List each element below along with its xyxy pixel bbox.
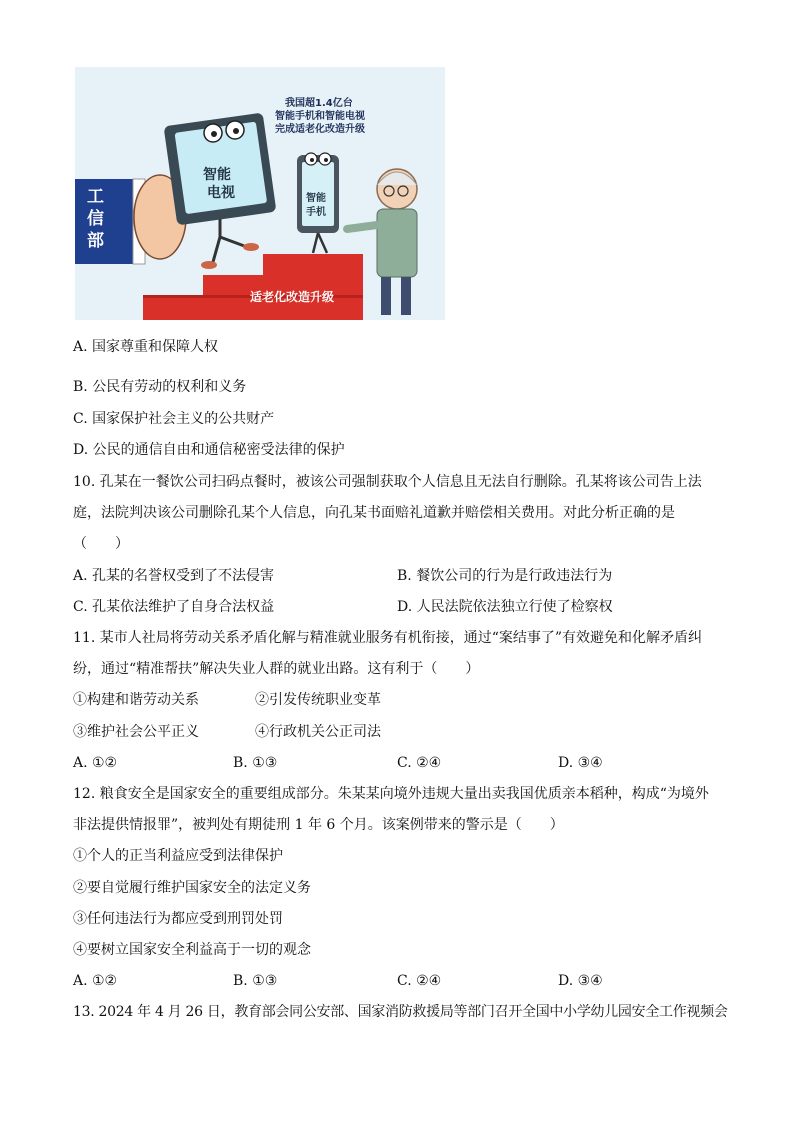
q12-statement-4: ④要树立国家安全利益高于一切的观念: [73, 942, 311, 958]
q12-option-b: B. ①③: [233, 973, 278, 989]
cartoon-caption-3: 完成适老化改造升级: [275, 124, 365, 135]
q11-option-c: C. ②④: [397, 755, 442, 771]
q11-statement-3: ③维护社会公平正义: [73, 724, 199, 740]
stair-step-3: [263, 254, 363, 320]
stair-step-1: [143, 295, 203, 320]
q11-option-d: D. ③④: [558, 755, 603, 771]
phone-label-2: 手机: [306, 207, 326, 218]
q12-option-a: A. ①②: [73, 973, 118, 989]
q11-statement-4: ④行政机关公正司法: [255, 724, 381, 740]
q9-option-b: B. 公民有劳动的权利和义务: [73, 379, 247, 395]
q10-option-c: C. 孔某依法维护了自身合法权益: [73, 599, 275, 615]
q11-statement-2: ②引发传统职业变革: [255, 692, 381, 708]
stairs-label: 适老化改造升级: [250, 290, 335, 304]
q10-stem-line-3: （ ）: [73, 536, 129, 552]
q11-stem-line-1: 11. 某市人社局将劳动关系矛盾化解与精准就业服务有机衔接，通过“案结事了”有效避免和化解矛盾纠: [73, 630, 703, 646]
q13-stem-line-1: 13. 2024 年 4 月 26 日，教育部会同公安部、国家消防救援局等部门召开全国中小学幼儿园安全工作视频会: [73, 1004, 728, 1020]
q9-option-d: D. 公民的通信自由和通信秘密受法律的保护: [73, 442, 345, 458]
q9-option-a: A. 国家尊重和保障人权: [73, 339, 219, 355]
q10-option-b: B. 餐饮公司的行为是行政违法行为: [397, 568, 613, 584]
hand-label-2: 信: [87, 209, 104, 229]
cartoon-caption-1: 我国超1.4亿台: [285, 98, 353, 109]
phone-label-1: 智能: [306, 193, 326, 204]
q10-stem-line-2: 庭，法院判决该公司删除孔某个人信息，向孔某书面赔礼道歉并赔偿相关费用。对此分析正确的是: [73, 505, 675, 521]
q10-option-d: D. 人民法院依法独立行使了检察权: [397, 599, 613, 615]
hand-label-3: 部: [87, 231, 104, 251]
q11-statement-1: ①构建和谐劳动关系: [73, 692, 199, 708]
tv-label-2: 电视: [207, 185, 235, 201]
q12-stem-line-2: 非法提供情报罪”，被判处有期徒刑 1 年 6 个月。该案例带来的警示是（ ）: [73, 817, 564, 833]
q12-option-d: D. ③④: [558, 973, 603, 989]
q11-option-b: B. ①③: [233, 755, 278, 771]
q12-option-c: C. ②④: [397, 973, 442, 989]
hand-label-1: 工: [87, 187, 104, 207]
q12-statement-2: ②要自觉履行维护国家安全的法定义务: [73, 880, 311, 896]
q11-option-a: A. ①②: [73, 755, 118, 771]
q12-statement-3: ③任何违法行为都应受到刑罚处罚: [73, 911, 283, 927]
ministry-sleeve: [75, 179, 137, 264]
q11-stem-line-2: 纷，通过“精准帮扶”解决失业人群的就业出路。这有利于（ ）: [73, 661, 480, 677]
q9-option-c: C. 国家保护社会主义的公共财产: [73, 411, 275, 427]
tv-label-1: 智能: [203, 167, 231, 183]
cartoon-illustration: [75, 67, 445, 320]
q12-stem-line-1: 12. 粮食安全是国家安全的重要组成部分。朱某某向境外违规大量出卖我国优质亲本稻种，构成“为境外: [73, 786, 709, 802]
q10-stem-line-1: 10. 孔某在一餐饮公司扫码点餐时，被该公司强制获取个人信息且无法自行删除。孔某将该公司告上法: [73, 474, 702, 490]
q10-option-a: A. 孔某的名誉权受到了不法侵害: [73, 568, 275, 584]
q12-statement-1: ①个人的正当利益应受到法律保护: [73, 848, 283, 864]
cartoon-caption-2: 智能手机和智能电视: [275, 111, 365, 122]
